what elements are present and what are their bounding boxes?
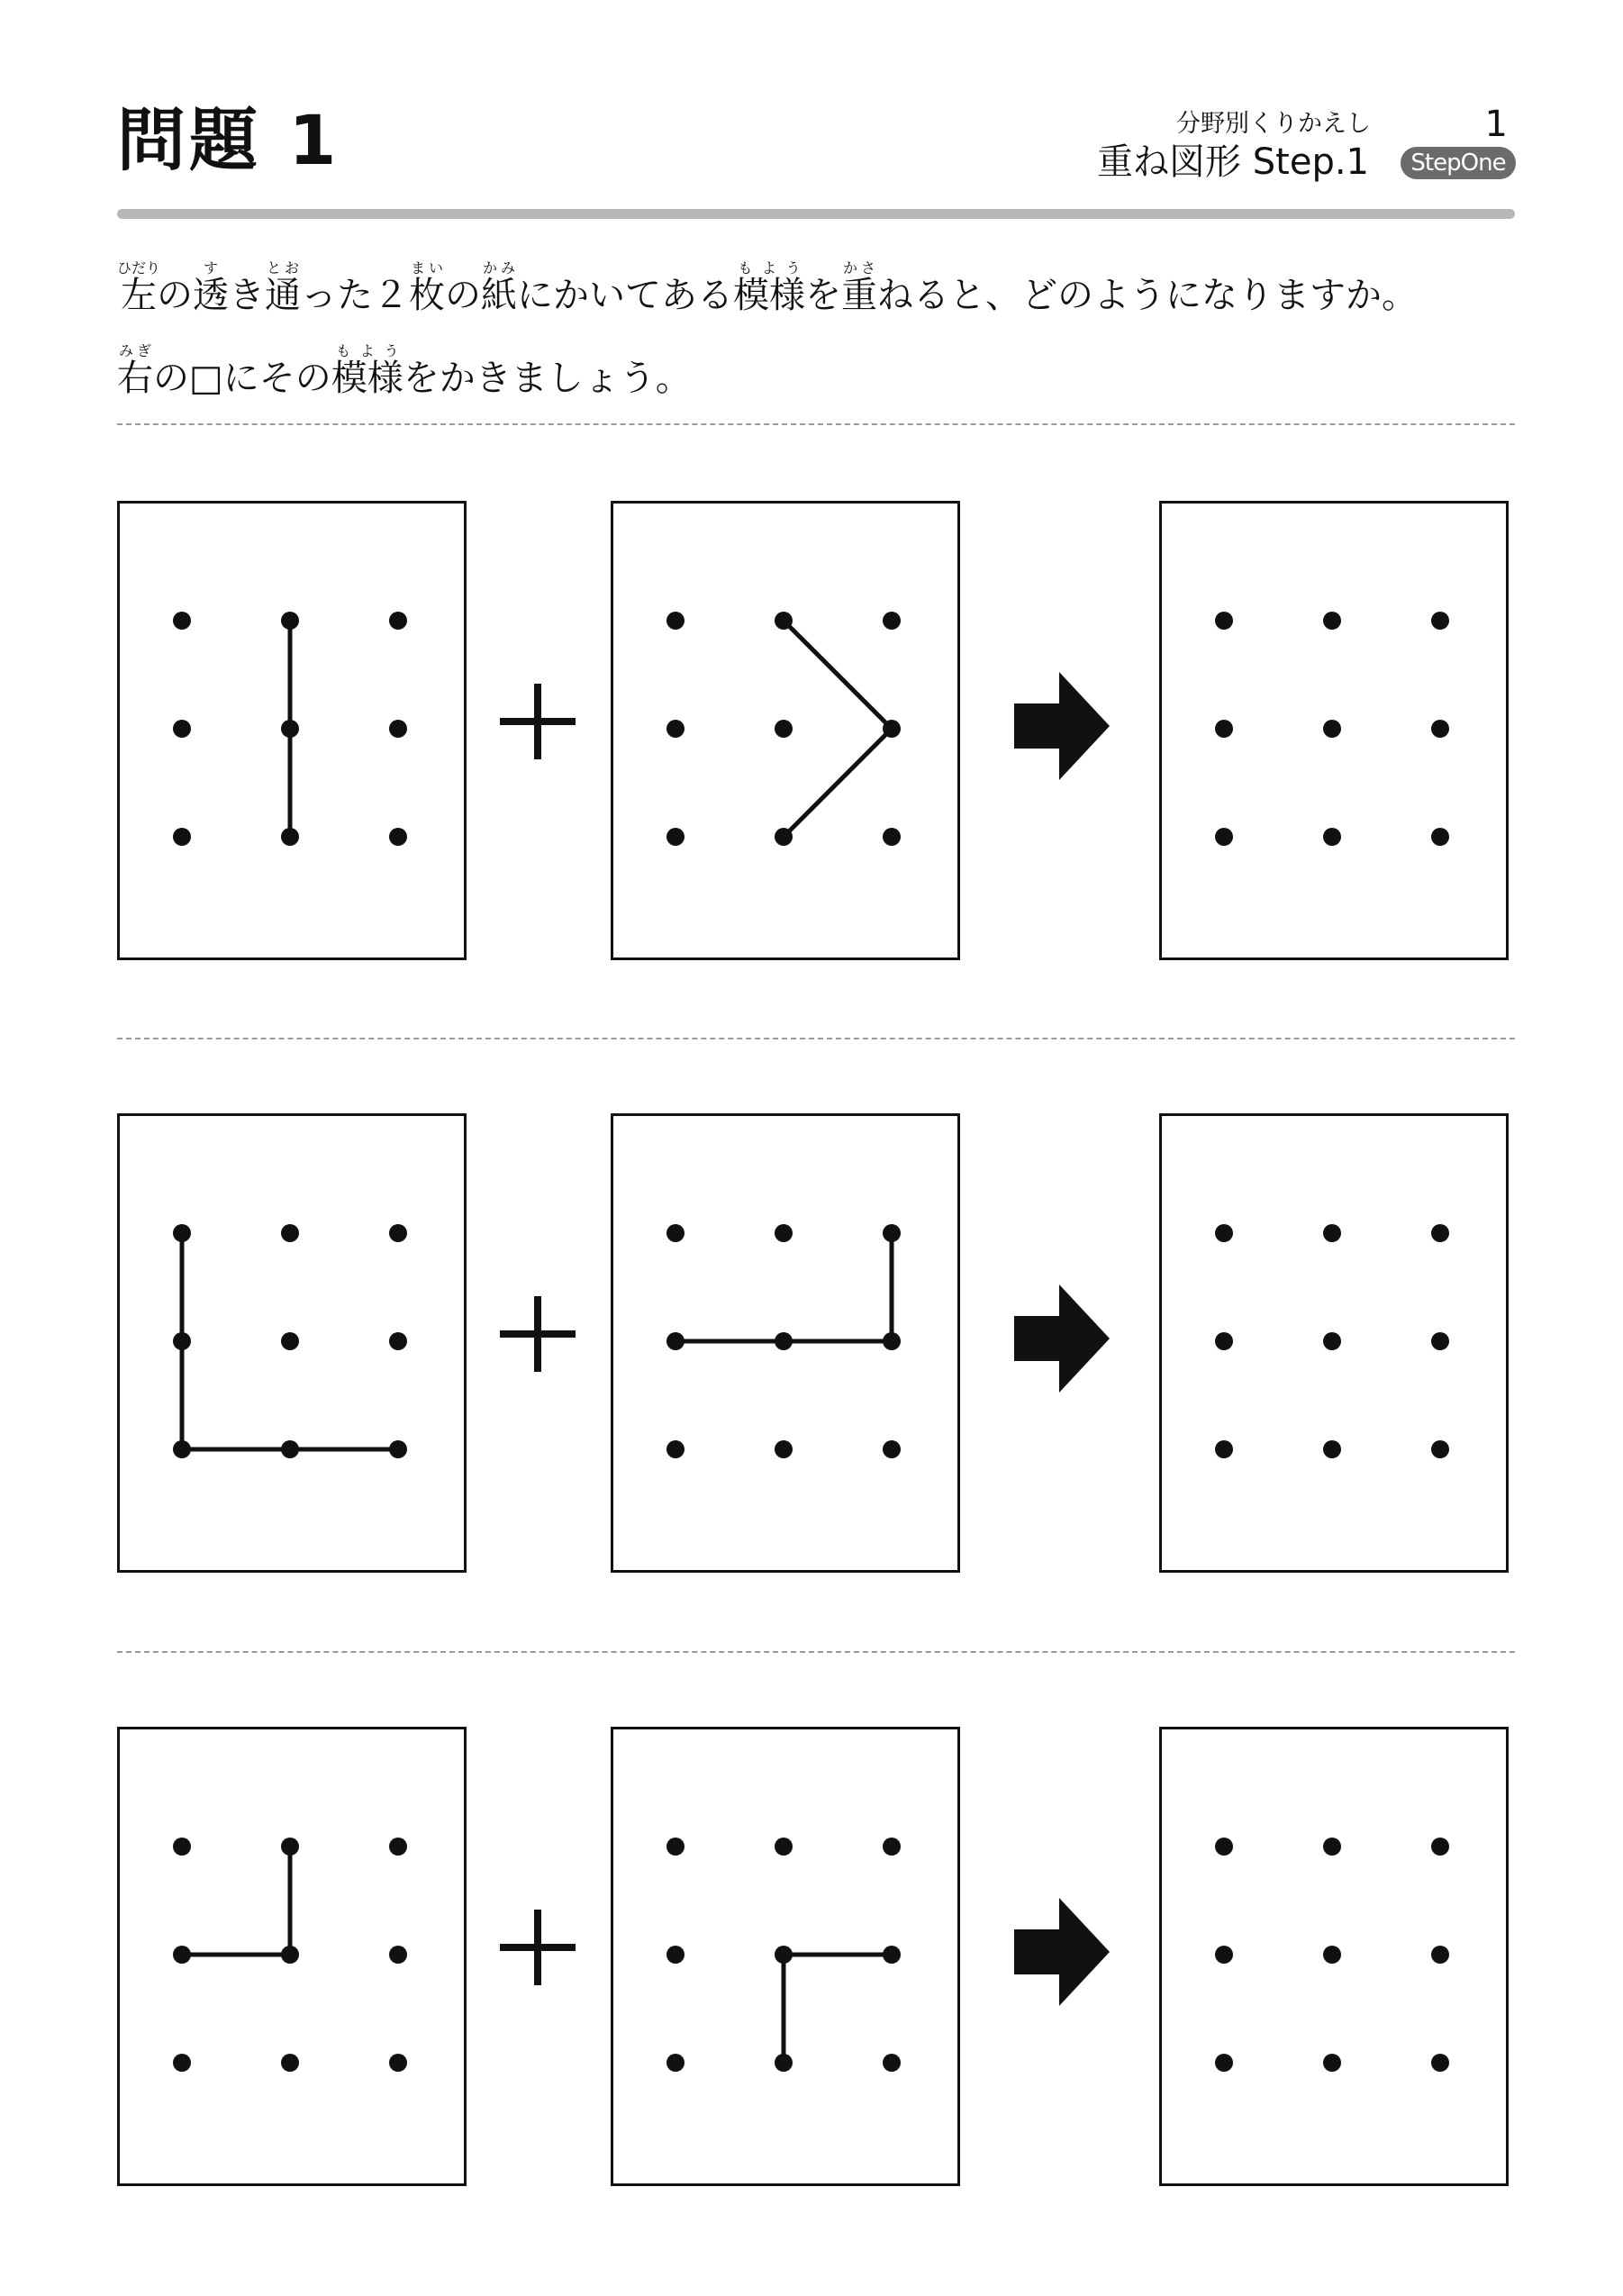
grid-dot bbox=[1323, 1946, 1341, 1964]
pattern-line bbox=[784, 729, 892, 837]
grid-dot bbox=[173, 1224, 191, 1242]
grid-dot bbox=[883, 1838, 901, 1856]
grid-dot bbox=[389, 828, 407, 846]
grid-dot bbox=[883, 720, 901, 738]
instruction-line-1 bbox=[117, 259, 1418, 317]
pattern-panel-left bbox=[117, 501, 467, 960]
dot-grid bbox=[120, 1116, 469, 1575]
grid-dot bbox=[883, 2054, 901, 2072]
grid-dot bbox=[1215, 1224, 1233, 1242]
dot-grid bbox=[613, 1116, 963, 1575]
grid-dot bbox=[1431, 2054, 1449, 2072]
grid-dot bbox=[666, 2054, 685, 2072]
grid-dot bbox=[389, 1838, 407, 1856]
grid-dot bbox=[389, 1224, 407, 1242]
grid-dot bbox=[389, 720, 407, 738]
grid-dot bbox=[389, 612, 407, 630]
ruby-word: 紙かみ bbox=[481, 259, 517, 316]
problem bbox=[0, 1113, 1623, 1582]
problem bbox=[0, 501, 1623, 969]
instruction-text: き bbox=[229, 275, 265, 316]
grid-dot bbox=[883, 612, 901, 630]
plus-icon bbox=[497, 1293, 578, 1375]
pattern-panel-right bbox=[611, 1113, 960, 1573]
grid-dot bbox=[1323, 612, 1341, 630]
instruction-text: にかいてある bbox=[517, 275, 733, 316]
right-arrow-icon bbox=[1014, 1284, 1110, 1393]
grid-dot bbox=[1431, 612, 1449, 630]
grid-dot bbox=[1215, 828, 1233, 846]
ruby-word: 模様もよう bbox=[733, 259, 805, 316]
series-label: 分野別くりかえし bbox=[1176, 110, 1371, 138]
pattern-line bbox=[784, 621, 892, 729]
grid-dot bbox=[281, 1440, 299, 1458]
brand-badge: StepOne bbox=[1401, 147, 1516, 179]
dot-grid bbox=[1162, 1729, 1511, 2189]
header-rule bbox=[117, 209, 1515, 219]
grid-dot bbox=[666, 1838, 685, 1856]
instruction-text: の□にその bbox=[153, 358, 331, 399]
grid-dot bbox=[666, 1440, 685, 1458]
grid-dot bbox=[1323, 1440, 1341, 1458]
dot-grid bbox=[1162, 504, 1511, 963]
answer-panel[interactable] bbox=[1159, 1113, 1509, 1573]
grid-dot bbox=[173, 720, 191, 738]
grid-dot bbox=[775, 828, 793, 846]
grid-dot bbox=[666, 828, 685, 846]
grid-dot bbox=[173, 1440, 191, 1458]
ruby-word: 右みぎ bbox=[117, 342, 153, 399]
pattern-panel-right bbox=[611, 501, 960, 960]
grid-dot bbox=[1215, 1440, 1233, 1458]
grid-dot bbox=[389, 1332, 407, 1350]
grid-dot bbox=[1431, 1946, 1449, 1964]
dot-grid bbox=[613, 1729, 963, 2189]
right-arrow-icon bbox=[1014, 672, 1110, 780]
divider bbox=[117, 423, 1515, 425]
grid-dot bbox=[281, 720, 299, 738]
grid-dot bbox=[883, 1440, 901, 1458]
grid-dot bbox=[666, 720, 685, 738]
grid-dot bbox=[1431, 720, 1449, 738]
grid-dot bbox=[173, 2054, 191, 2072]
instruction-text: ねると、どのようになりますか。 bbox=[877, 275, 1418, 316]
dot-grid bbox=[613, 504, 963, 963]
grid-dot bbox=[1215, 1332, 1233, 1350]
grid-dot bbox=[1215, 1838, 1233, 1856]
grid-dot bbox=[173, 828, 191, 846]
grid-dot bbox=[1323, 1332, 1341, 1350]
grid-dot bbox=[281, 1838, 299, 1856]
grid-dot bbox=[775, 720, 793, 738]
pattern-panel-left bbox=[117, 1113, 467, 1573]
page-title: 問題 1 bbox=[117, 100, 340, 180]
instruction-line-2 bbox=[117, 342, 692, 400]
grid-dot bbox=[1215, 2054, 1233, 2072]
grid-dot bbox=[1323, 720, 1341, 738]
grid-dot bbox=[389, 1946, 407, 1964]
divider bbox=[117, 1038, 1515, 1039]
grid-dot bbox=[1323, 2054, 1341, 2072]
grid-dot bbox=[1431, 1440, 1449, 1458]
ruby-word: 通とお bbox=[265, 259, 301, 316]
dot-grid bbox=[1162, 1116, 1511, 1575]
grid-dot bbox=[775, 1946, 793, 1964]
grid-dot bbox=[1323, 1224, 1341, 1242]
grid-dot bbox=[666, 1332, 685, 1350]
grid-dot bbox=[1323, 828, 1341, 846]
right-arrow-icon bbox=[1014, 1898, 1110, 2006]
instruction-text: の bbox=[157, 275, 193, 316]
grid-dot bbox=[775, 2054, 793, 2072]
answer-panel[interactable] bbox=[1159, 1727, 1509, 2186]
ruby-word: 左ひだり bbox=[117, 259, 161, 316]
instruction-text: の bbox=[445, 275, 481, 316]
plus-icon bbox=[497, 1907, 578, 1988]
grid-dot bbox=[666, 1946, 685, 1964]
page-number: 1 bbox=[1484, 104, 1508, 145]
grid-dot bbox=[775, 1838, 793, 1856]
grid-dot bbox=[1431, 1224, 1449, 1242]
grid-dot bbox=[1323, 1838, 1341, 1856]
grid-dot bbox=[1431, 828, 1449, 846]
grid-dot bbox=[666, 612, 685, 630]
pattern-panel-right bbox=[611, 1727, 960, 2186]
grid-dot bbox=[775, 1440, 793, 1458]
grid-dot bbox=[775, 1332, 793, 1350]
grid-dot bbox=[389, 1440, 407, 1458]
grid-dot bbox=[281, 2054, 299, 2072]
instruction-text: を bbox=[805, 275, 841, 316]
grid-dot bbox=[1215, 720, 1233, 738]
grid-dot bbox=[1431, 1332, 1449, 1350]
pattern-panel-left bbox=[117, 1727, 467, 2186]
grid-dot bbox=[1215, 1946, 1233, 1964]
unit-subtitle: 重ね図形 Step.1 bbox=[1097, 141, 1369, 183]
divider bbox=[117, 1651, 1515, 1653]
grid-dot bbox=[666, 1224, 685, 1242]
grid-dot bbox=[775, 1224, 793, 1242]
grid-dot bbox=[1431, 1838, 1449, 1856]
grid-dot bbox=[173, 1332, 191, 1350]
grid-dot bbox=[883, 1946, 901, 1964]
ruby-word: 重かさ bbox=[841, 259, 877, 316]
ruby-word: 模様もよう bbox=[331, 342, 403, 399]
ruby-word: 枚まい bbox=[409, 259, 445, 316]
problem bbox=[0, 1727, 1623, 2195]
ruby-word: 透す bbox=[193, 259, 229, 316]
dot-grid bbox=[120, 504, 469, 963]
grid-dot bbox=[281, 1332, 299, 1350]
grid-dot bbox=[883, 828, 901, 846]
grid-dot bbox=[281, 1946, 299, 1964]
grid-dot bbox=[883, 1332, 901, 1350]
instruction-text: った２ bbox=[301, 275, 409, 316]
grid-dot bbox=[775, 612, 793, 630]
dot-grid bbox=[120, 1729, 469, 2189]
grid-dot bbox=[281, 1224, 299, 1242]
grid-dot bbox=[1215, 612, 1233, 630]
answer-panel[interactable] bbox=[1159, 501, 1509, 960]
grid-dot bbox=[173, 612, 191, 630]
grid-dot bbox=[173, 1946, 191, 1964]
instruction-text: をかきましょう。 bbox=[403, 358, 692, 399]
grid-dot bbox=[281, 612, 299, 630]
grid-dot bbox=[389, 2054, 407, 2072]
grid-dot bbox=[281, 828, 299, 846]
grid-dot bbox=[883, 1224, 901, 1242]
grid-dot bbox=[173, 1838, 191, 1856]
plus-icon bbox=[497, 681, 578, 762]
